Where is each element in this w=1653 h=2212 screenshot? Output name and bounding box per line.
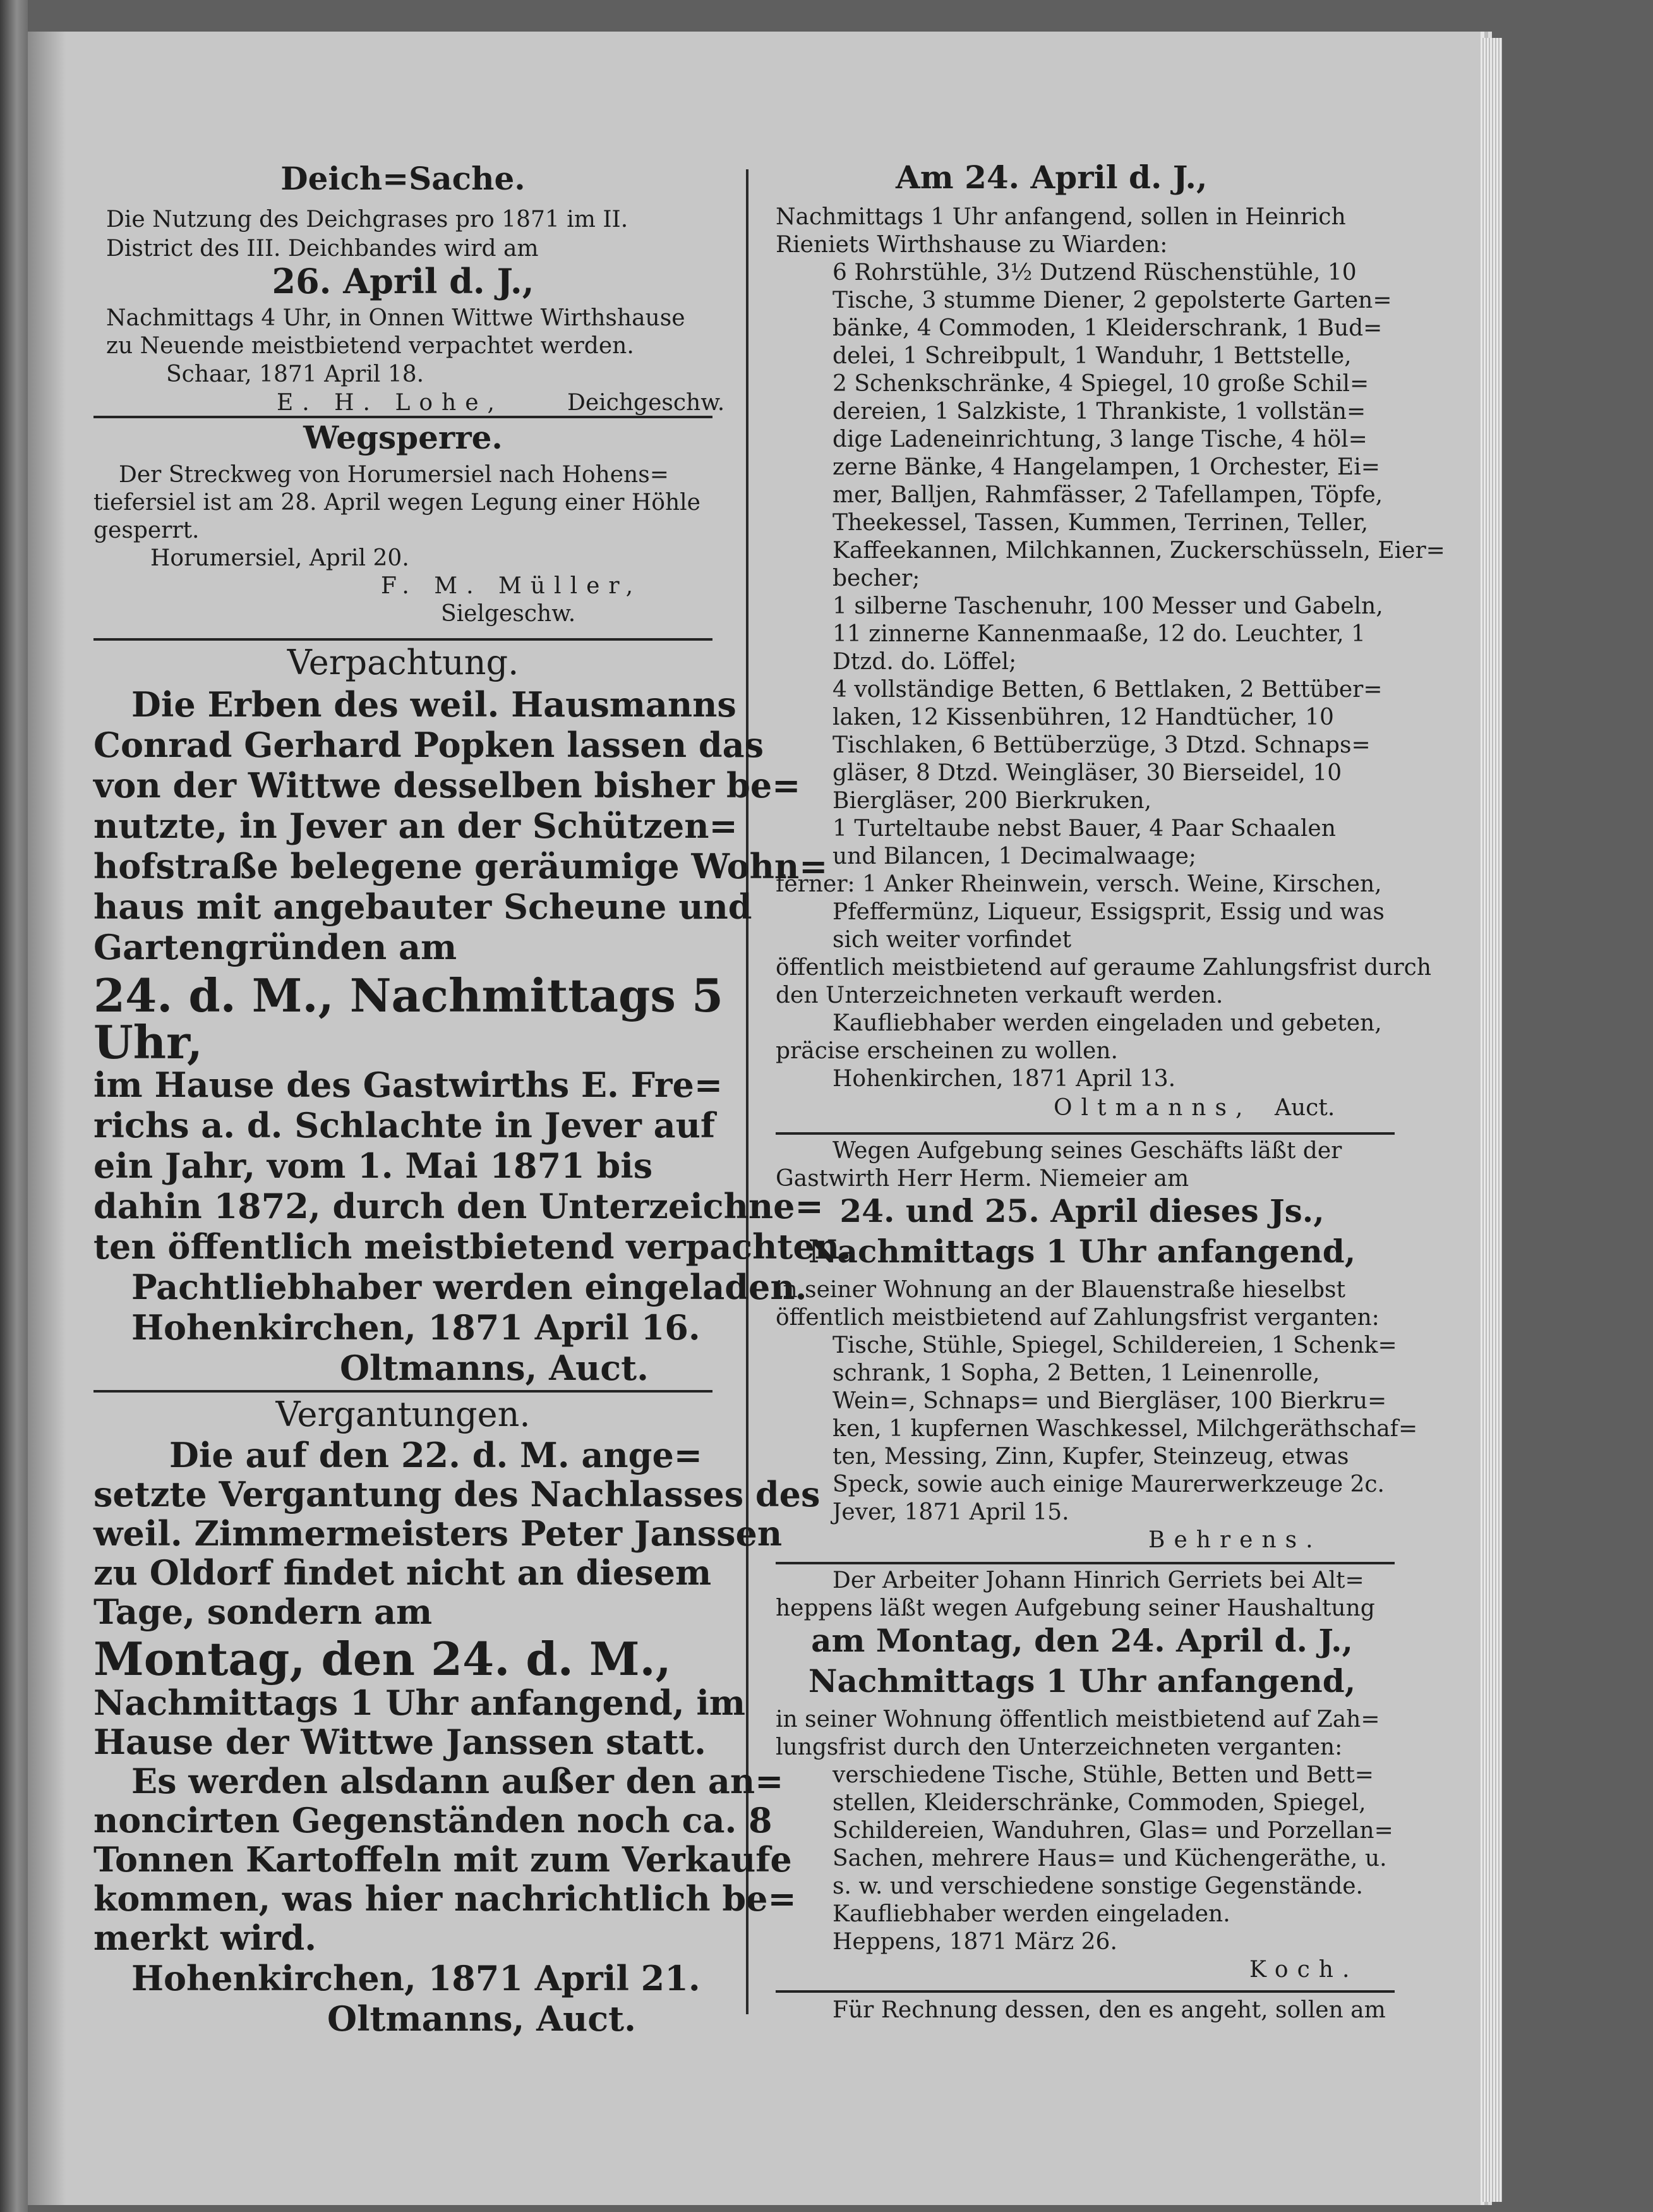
vergantungen-line: Die auf den 22. d. M. ange=: [169, 1435, 703, 1475]
ad2-item: Tische, Stühle, Spiegel, Schildereien, 1 Schenk=: [833, 1333, 1397, 1358]
verpachtung-line: Die Erben des weil. Hausmanns: [131, 684, 736, 725]
ad1-item: 11 zinnerne Kannenmaaße, 12 do. Leuchter, 1: [833, 621, 1366, 647]
ad1-item: delei, 1 Schreibpult, 1 Wanduhr, 1 Bettstelle,: [833, 343, 1352, 369]
ad1-text-4: den Unterzeichneten verkauft werden.: [776, 982, 1223, 1008]
ad3-time: Nachmittags 1 Uhr anfangend,: [808, 1662, 1356, 1700]
vergantungen-place: Hohenkirchen, 1871 April 21.: [131, 1958, 700, 1998]
deich-title: Deich=Sache.: [280, 160, 526, 197]
ad1-item: laken, 12 Kissenbühren, 12 Handtücher, 10: [833, 704, 1334, 730]
ad3-text-2: heppens läßt wegen Aufgebung seiner Haushaltung: [776, 1595, 1375, 1621]
ad3-item: Sachen, mehrere Haus= und Küchengeräthe, u.: [833, 1846, 1387, 1871]
ad2-signature: Behrens.: [1148, 1527, 1322, 1553]
ad1-ferner: ferner: 1 Anker Rheinwein, versch. Weine, Kirschen,: [776, 871, 1382, 897]
verpachtung-line: richs a. d. Schlachte in Jever auf: [93, 1105, 716, 1145]
ad1-item: 6 Rohrstühle, 3½ Dutzend Rüschenstühle, 10: [833, 260, 1357, 286]
ad1-item: Tischlaken, 6 Bettüberzüge, 3 Dtzd. Schnaps=: [833, 732, 1371, 758]
deich-text-1: Die Nutzung des Deichgrases pro 1871 im II.: [106, 207, 628, 233]
ad3-date: am Montag, den 24. April d. J.,: [811, 1622, 1353, 1659]
book-spine: [0, 0, 28, 2212]
ad2-item: schrank, 1 Sopha, 2 Betten, 1 Leinenrolle,: [833, 1360, 1320, 1386]
ad1-item: becher;: [833, 565, 920, 591]
verpachtung-invite: Pachtliebhaber werden eingeladen.: [131, 1267, 807, 1307]
page-gutter: [28, 32, 66, 2205]
verpachtung-line: hofstraße belegene geräumige Wohn=: [93, 846, 828, 886]
deich-signature: E. H. Lohe,: [277, 390, 503, 416]
ad3-text-3: in seiner Wohnung öffentlich meistbietend auf Zah=: [776, 1707, 1380, 1732]
ad1-item: 2 Schenkschränke, 4 Spiegel, 10 große Schil=: [833, 371, 1369, 397]
ad1-item: dige Ladeneinrichtung, 3 lange Tische, 4 höl=: [833, 426, 1367, 452]
ad1-text-5: Kaufliebhaber werden eingeladen und gebeten,: [833, 1010, 1382, 1036]
deich-text-4: zu Neuende meistbietend verpachtet werden.: [106, 333, 634, 359]
divider: [93, 638, 712, 641]
ad4-text-1: Für Rechnung dessen, den es angeht, sollen am: [833, 1997, 1386, 2023]
vergantungen-line: kommen, was hier nachrichtlich be=: [93, 1878, 796, 1919]
verpachtung-line: von der Wittwe desselben bisher be=: [93, 765, 801, 806]
vergantungen-line: zu Oldorf findet nicht an diesem: [93, 1552, 712, 1593]
divider: [776, 1132, 1395, 1135]
verpachtung-line: dahin 1872, durch den Unterzeichne=: [93, 1186, 824, 1226]
deich-date: 26. April d. J.,: [272, 261, 534, 301]
ad3-text-4: lungsfrist durch den Unterzeichneten verganten:: [776, 1734, 1343, 1760]
verpachtung-line: im Hause des Gastwirths E. Fre=: [93, 1065, 723, 1105]
ad1-signature: Oltmanns,: [1054, 1095, 1252, 1121]
ad1-text-6: präcise erscheinen zu wollen.: [776, 1038, 1118, 1064]
vergantungen-signature: Oltmanns, Auct.: [327, 1998, 636, 2039]
ad1-item: zerne Bänke, 4 Hangelampen, 1 Orchester, Ei=: [833, 454, 1380, 480]
verpachtung-date: 24. d. M., Nachmittags 5: [93, 969, 724, 1022]
weg-text-2: tiefersiel ist am 28. April wegen Legung einer Höhle: [93, 490, 700, 516]
divider: [776, 1990, 1395, 1993]
ad3-item: s. w. und verschiedene sonstige Gegenstände.: [833, 1873, 1363, 1899]
vergantungen-line: merkt wird.: [93, 1918, 317, 1958]
ad3-item: stellen, Kleiderschränke, Commoden, Spiegel,: [833, 1790, 1366, 1816]
ad2-text-4: öffentlich meistbietend auf Zahlungsfrist verganten:: [776, 1305, 1380, 1331]
ad2-item: ten, Messing, Zinn, Kupfer, Steinzeug, etwas: [833, 1444, 1349, 1470]
ad1-item: Theekessel, Tassen, Kummen, Terrinen, Teller,: [833, 510, 1369, 536]
ad2-text-2: Gastwirth Herr Herm. Niemeier am: [776, 1166, 1189, 1192]
wegsperre-title: Wegsperre.: [303, 419, 503, 456]
verpachtung-place: Hohenkirchen, 1871 April 16.: [131, 1307, 700, 1348]
ad1-text-3: öffentlich meistbietend auf geraume Zahlungsfrist durch: [776, 955, 1432, 981]
ad1-text-1: Nachmittags 1 Uhr anfangend, sollen in Heinrich: [776, 204, 1346, 230]
vergantungen-line: Es werden alsdann außer den an=: [131, 1761, 784, 1801]
vergantungen-line: Tonnen Kartoffeln mit zum Verkaufe: [93, 1839, 792, 1880]
ad2-item: Wein=, Schnaps= und Biergläser, 100 Bierkru=: [833, 1388, 1387, 1414]
verpachtung-line: ten öffentlich meistbietend verpachten.: [93, 1226, 851, 1267]
deich-text-2: District des III. Deichbandes wird am: [106, 236, 539, 262]
weg-place: Horumersiel, April 20.: [150, 545, 409, 571]
ad2-date: 24. und 25. April dieses Js.,: [839, 1192, 1325, 1230]
divider: [93, 416, 712, 418]
verpachtung-line: ein Jahr, vom 1. Mai 1871 bis: [93, 1145, 653, 1186]
ad3-item: Schildereien, Wanduhren, Glas= und Porzellan=: [833, 1818, 1393, 1844]
deich-signature-role: Deichgeschw.: [567, 390, 725, 416]
verpachtung-signature: Oltmanns, Auct.: [340, 1348, 649, 1388]
ad3-text-1: Der Arbeiter Johann Hinrich Gerriets bei Alt=: [833, 1568, 1364, 1593]
deich-text-3: Nachmittags 4 Uhr, in Onnen Wittwe Wirthshause: [106, 305, 685, 331]
ad2-item: Speck, sowie auch einige Maurerwerkzeuge 2c.: [833, 1472, 1385, 1497]
ad1-date: Am 24. April d. J.,: [896, 159, 1208, 196]
ad1-item: 1 Turteltaube nebst Bauer, 4 Paar Schaalen: [833, 816, 1336, 842]
ad1-item: bänke, 4 Commoden, 1 Kleiderschrank, 1 Bud=: [833, 315, 1383, 341]
ad1-item: 4 vollständige Betten, 6 Bettlaken, 2 Bettüber=: [833, 677, 1383, 703]
ad1-item: Kaffeekannen, Milchkannen, Zuckerschüsseln, Eier=: [833, 538, 1445, 564]
ad2-text-3: in seiner Wohnung an der Blauenstraße hieselbst: [776, 1277, 1345, 1303]
ad1-item: Tische, 3 stumme Diener, 2 gepolsterte Garten=: [833, 287, 1392, 313]
ad1-ferner: Pfeffermünz, Liqueur, Essigsprit, Essig und was: [833, 899, 1385, 925]
ad3-signature: Koch.: [1249, 1957, 1359, 1983]
ad3-item: verschiedene Tische, Stühle, Betten und Bett=: [833, 1762, 1374, 1788]
verpachtung-line: Conrad Gerhard Popken lassen das: [93, 725, 764, 765]
ad3-invite: Kaufliebhaber werden eingeladen.: [833, 1901, 1230, 1927]
page-edge: [1481, 38, 1502, 2202]
divider: [776, 1562, 1395, 1564]
vergantungen-line: Nachmittags 1 Uhr anfangend, im: [93, 1683, 746, 1723]
vergantungen-line: setzte Vergantung des Nachlasses des: [93, 1474, 820, 1514]
verpachtung-line: nutzte, in Jever an der Schützen=: [93, 806, 738, 846]
verpachtung-date-2: Uhr,: [93, 1015, 203, 1069]
ad1-item: und Bilancen, 1 Decimalwaage;: [833, 843, 1197, 869]
divider: [93, 1390, 712, 1393]
ad2-item: ken, 1 kupfernen Waschkessel, Milchgeräthschaf=: [833, 1416, 1418, 1442]
ad1-item: mer, Balljen, Rahmfässer, 2 Tafellampen, Töpfe,: [833, 482, 1383, 508]
ad3-place: Heppens, 1871 März 26.: [833, 1929, 1117, 1955]
ad1-item: Dtzd. do. Löffel;: [833, 649, 1017, 675]
vergantungen-line: noncirten Gegenständen noch ca. 8: [93, 1800, 772, 1840]
ad1-item: gläser, 8 Dtzd. Weingläser, 30 Bierseidel, 10: [833, 760, 1342, 786]
ad1-item: dereien, 1 Salzkiste, 1 Thrankiste, 1 vollstän=: [833, 399, 1366, 425]
verpachtung-title: Verpachtung.: [287, 643, 519, 682]
weg-text-3: gesperrt.: [93, 517, 200, 543]
ad1-place: Hohenkirchen, 1871 April 13.: [833, 1066, 1176, 1092]
ad1-signature-role: Auct.: [1275, 1095, 1335, 1121]
ad1-text-2: Rieniets Wirthshause zu Wiarden:: [776, 232, 1168, 258]
ad2-text-1: Wegen Aufgebung seines Geschäfts läßt der: [833, 1138, 1342, 1164]
ad1-item: 1 silberne Taschenuhr, 100 Messer und Gabeln,: [833, 593, 1383, 619]
vergantungen-title: Vergantungen.: [275, 1394, 531, 1434]
vergantungen-date: Montag, den 24. d. M.,: [93, 1632, 671, 1686]
vergantungen-line: Tage, sondern am: [93, 1592, 433, 1632]
verpachtung-line: Gartengründen am: [93, 927, 457, 967]
ad1-item: Biergläser, 200 Bierkruken,: [833, 788, 1152, 814]
verpachtung-line: haus mit angebauter Scheune und: [93, 886, 752, 927]
vergantungen-line: weil. Zimmermeisters Peter Janssen: [93, 1513, 783, 1554]
ad2-place: Jever, 1871 April 15.: [833, 1499, 1069, 1525]
ad2-time: Nachmittags 1 Uhr anfangend,: [808, 1233, 1356, 1270]
deich-place: Schaar, 1871 April 18.: [166, 361, 424, 387]
weg-signature-role: Sielgeschw.: [441, 601, 576, 627]
ad1-ferner: sich weiter vorfindet: [833, 927, 1072, 953]
column-rule: [746, 169, 748, 2014]
vergantungen-line: Hause der Wittwe Janssen statt.: [93, 1722, 706, 1762]
weg-text-1: Der Streckweg von Horumersiel nach Hohens=: [119, 462, 669, 488]
weg-signature: F. M. Müller,: [381, 573, 642, 599]
